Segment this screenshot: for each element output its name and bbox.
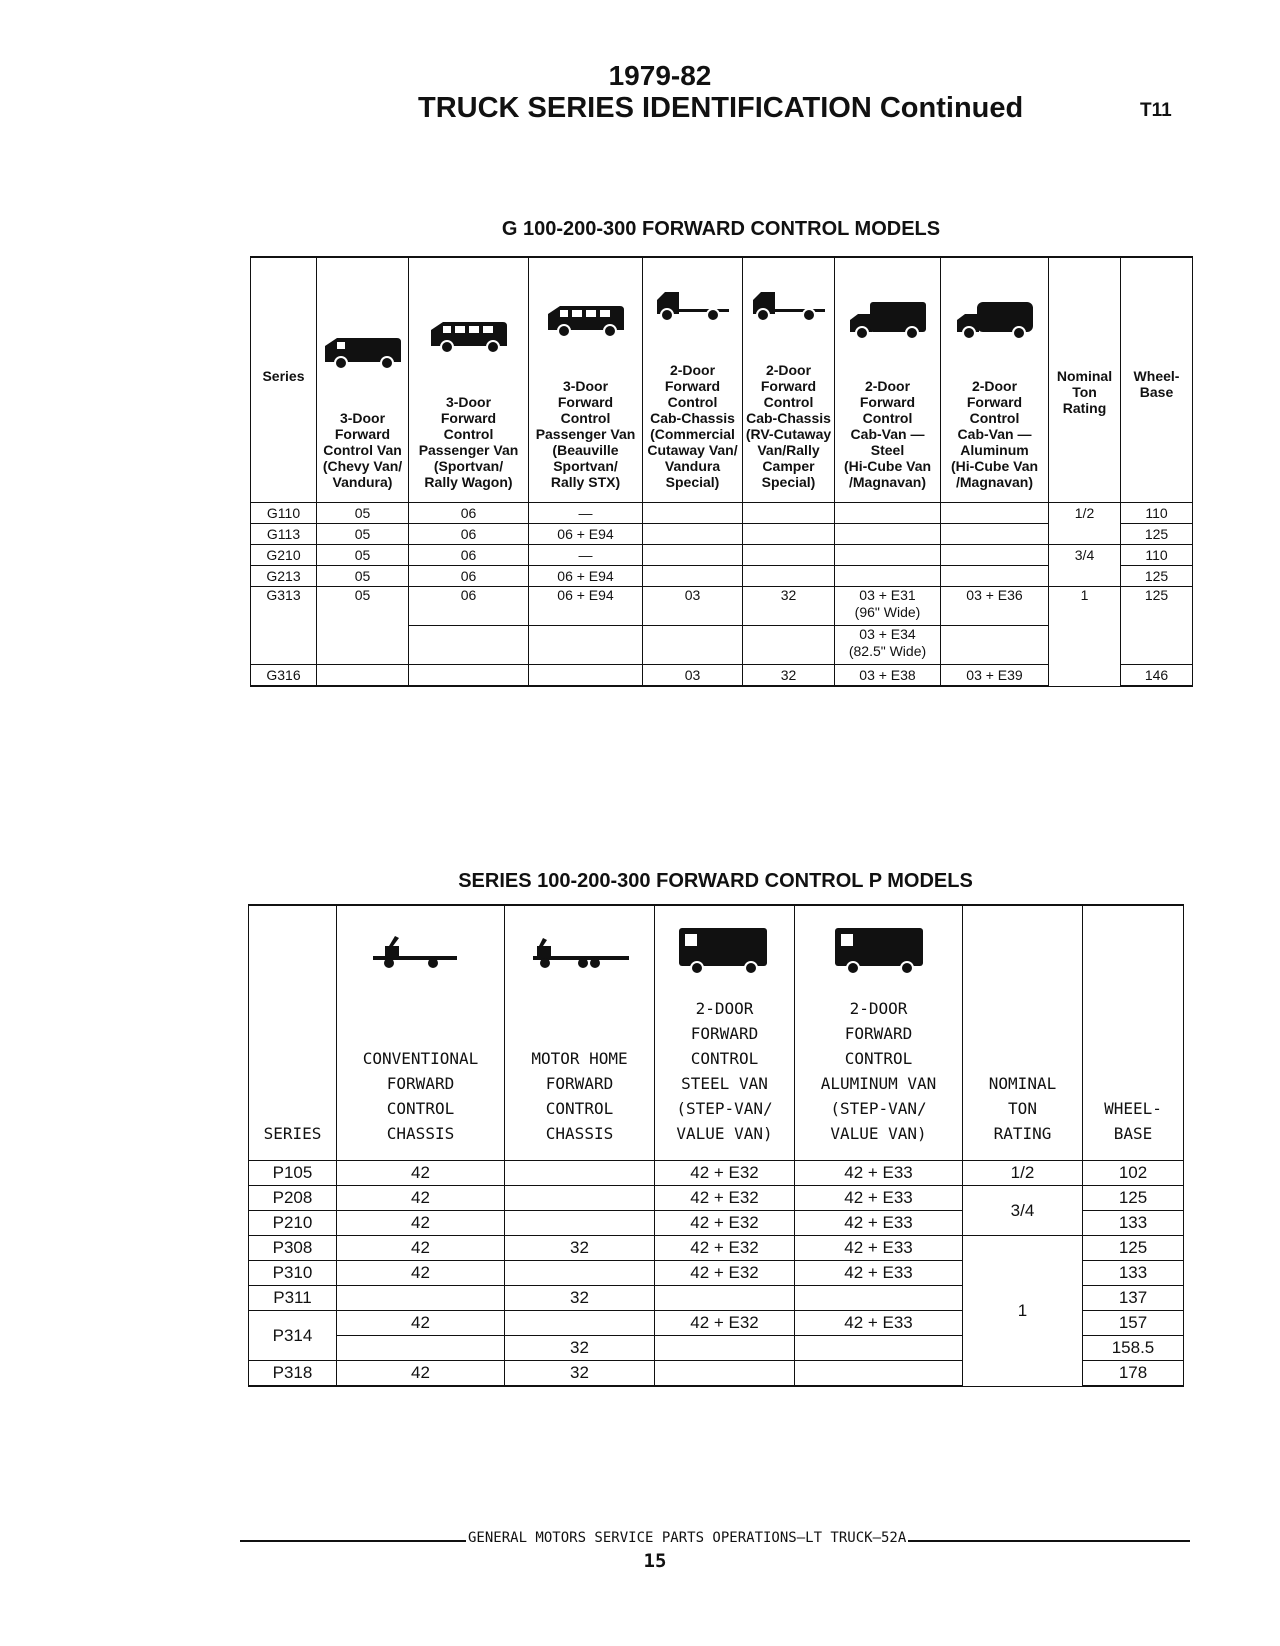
column-header-line: FORWARD xyxy=(545,1074,614,1093)
ton-cell: 1 xyxy=(963,1236,1083,1387)
table-cell: 42 xyxy=(337,1211,505,1236)
column-header-line: Aluminum xyxy=(960,442,1029,458)
table-cell: 42 + E33 xyxy=(795,1211,963,1236)
page-number: 15 xyxy=(643,1550,667,1572)
column-header-line: (STEP-VAN/ xyxy=(676,1099,773,1118)
column-header-line: (STEP-VAN/ xyxy=(830,1099,927,1118)
p-header-row xyxy=(249,905,1184,1161)
table-cell: 05 xyxy=(317,545,409,566)
column-header-line: FORWARD xyxy=(844,1024,913,1043)
wheelbase-cell: 157 xyxy=(1083,1311,1184,1336)
column-header-line: Forward xyxy=(557,394,614,410)
column-header-line: Rally Wagon) xyxy=(424,474,513,490)
table-cell xyxy=(337,1336,505,1361)
table-cell: 32 xyxy=(505,1361,655,1387)
table-cell: 42 + E32 xyxy=(655,1161,795,1186)
table-row xyxy=(251,587,1193,626)
table-row xyxy=(251,545,1193,566)
column-header-line: Control xyxy=(667,394,718,410)
column-header-line: SERIES xyxy=(263,1124,322,1143)
column-header-line: Cab-Van — xyxy=(850,426,925,442)
column-header-line: 3-Door xyxy=(562,378,609,394)
table-cell: 32 xyxy=(505,1286,655,1311)
table-cell xyxy=(743,503,835,524)
wheelbase-cell: 125 xyxy=(1121,566,1193,587)
series-cell: G210 xyxy=(251,545,317,566)
column-header-line: /Magnavan) xyxy=(955,474,1033,490)
column-header-line: CONTROL xyxy=(545,1099,614,1118)
series-cell: P208 xyxy=(249,1186,337,1211)
column-header-line: 2-Door xyxy=(971,378,1018,394)
column-header-line: Control xyxy=(862,410,913,426)
column-header-line: Control xyxy=(560,410,611,426)
page-code: T11 xyxy=(1140,100,1172,121)
series-cell: G113 xyxy=(251,524,317,545)
column-header-line: FORWARD xyxy=(386,1074,455,1093)
column-header-line: Passenger Van xyxy=(418,442,519,458)
column-header-line: Rally STX) xyxy=(550,474,621,490)
table-cell xyxy=(655,1361,795,1387)
column-header-line: Forward xyxy=(760,378,817,394)
column-header-line: WHEEL- xyxy=(1104,1099,1162,1118)
column-header-line: Passenger Van xyxy=(535,426,636,442)
table-cell xyxy=(795,1361,963,1387)
table-cell: 42 + E32 xyxy=(655,1261,795,1286)
p-col-c1 xyxy=(337,905,505,1161)
table-cell: 06 xyxy=(409,587,529,626)
column-header-line: (Sportvan/ xyxy=(433,458,504,474)
table-cell xyxy=(505,1311,655,1336)
passenger-van-icon xyxy=(546,298,626,342)
column-header-line: CONVENTIONAL xyxy=(362,1049,479,1068)
wheelbase-cell: 146 xyxy=(1121,665,1193,687)
column-header-line: (Beauville xyxy=(552,442,619,458)
column-header-line: Forward xyxy=(334,426,391,442)
table-cell xyxy=(529,626,643,665)
column-header-line: (RV-Cutaway xyxy=(745,426,832,442)
footer-text: GENERAL MOTORS SERVICE PARTS OPERATIONS—LT TRUCK—52A xyxy=(468,1530,907,1546)
series-cell: P318 xyxy=(249,1361,337,1387)
table-cell-line: 03 + E34 xyxy=(859,626,916,642)
ton-cell: 1 xyxy=(1049,587,1121,687)
column-header-line: /Magnavan) xyxy=(848,474,926,490)
column-header-line: Wheel- xyxy=(1133,368,1180,384)
series-cell: G110 xyxy=(251,503,317,524)
column-header-line: Forward xyxy=(859,394,916,410)
table-cell: 42 + E32 xyxy=(655,1236,795,1261)
table-cell xyxy=(835,587,941,626)
table-cell xyxy=(743,626,835,665)
hi-cube-van-icon xyxy=(955,298,1035,342)
table-cell xyxy=(941,566,1049,587)
wheelbase-cell: 125 xyxy=(1121,524,1193,545)
column-header-line: (Hi-Cube Van xyxy=(843,458,932,474)
column-header-line: CONTROL xyxy=(386,1099,455,1118)
column-header-line: Cab-Chassis xyxy=(650,410,735,426)
table-cell: 42 xyxy=(337,1311,505,1336)
column-header-line: (Commercial xyxy=(650,426,735,442)
table-cell xyxy=(409,626,529,665)
table-cell xyxy=(941,524,1049,545)
g-col-c2 xyxy=(409,257,529,503)
column-header-line: Vandura xyxy=(664,458,721,474)
column-header-line: STEEL VAN xyxy=(681,1074,768,1093)
table-cell: 06 xyxy=(409,524,529,545)
column-header-line: 3-Door xyxy=(339,410,386,426)
series-cell: P314 xyxy=(249,1311,337,1361)
g-col-c6 xyxy=(835,257,941,503)
table-cell xyxy=(643,503,743,524)
table-cell: 03 + E39 xyxy=(941,665,1049,687)
column-header-line: BASE xyxy=(1113,1124,1153,1143)
column-header-line: (Chevy Van/ xyxy=(322,458,403,474)
table-cell xyxy=(795,1336,963,1361)
column-header-line: FORWARD xyxy=(690,1024,759,1043)
table-cell-line: 03 + E31 xyxy=(859,587,916,603)
table-cell: 03 + E36 xyxy=(941,587,1049,626)
table-cell: 42 xyxy=(337,1361,505,1387)
column-header-line: Cab-Chassis xyxy=(746,410,831,426)
step-van-icon xyxy=(831,926,927,976)
column-header-line: Cutaway Van/ xyxy=(647,442,738,458)
column-header-line: Ton xyxy=(1072,384,1097,400)
series-cell: G213 xyxy=(251,566,317,587)
table-cell: 05 xyxy=(317,503,409,524)
table-cell xyxy=(743,566,835,587)
column-header-line: TON xyxy=(1008,1099,1037,1118)
motor-home-chassis-icon xyxy=(531,936,631,976)
series-cell: P210 xyxy=(249,1211,337,1236)
ton-cell: 1/2 xyxy=(963,1161,1083,1186)
table-cell xyxy=(505,1261,655,1286)
table-cell: 42 + E33 xyxy=(795,1161,963,1186)
table-cell: 06 + E94 xyxy=(529,524,643,545)
wheelbase-cell: 133 xyxy=(1083,1211,1184,1236)
column-header-line: 3-Door xyxy=(445,394,492,410)
table-cell: 42 xyxy=(337,1261,505,1286)
table-cell: 42 + E33 xyxy=(795,1311,963,1336)
table-cell xyxy=(743,524,835,545)
page-title: TRUCK SERIES IDENTIFICATION Continued xyxy=(418,92,1024,124)
column-header-line: VALUE VAN) xyxy=(830,1124,927,1143)
table-cell xyxy=(643,626,743,665)
column-header-line: Forward xyxy=(440,410,497,426)
table-cell: 05 xyxy=(317,566,409,587)
column-header-line: 2-Door xyxy=(864,378,911,394)
table-cell xyxy=(337,1286,505,1311)
table-cell xyxy=(505,1186,655,1211)
table-cell: 42 + E32 xyxy=(655,1186,795,1211)
table-row xyxy=(249,1161,1184,1186)
table-cell xyxy=(835,503,941,524)
table-cell: 05 xyxy=(317,524,409,545)
table-cell: — xyxy=(529,503,643,524)
wheelbase-cell: 125 xyxy=(1121,587,1193,665)
column-header-line: Forward xyxy=(664,378,721,394)
passenger-van-icon xyxy=(429,314,509,358)
cab-chassis-icon xyxy=(749,282,829,326)
cab-chassis-icon xyxy=(653,282,733,326)
van-icon xyxy=(323,330,403,374)
column-header-line: Control xyxy=(443,426,494,442)
table-cell xyxy=(795,1286,963,1311)
wheelbase-cell: 178 xyxy=(1083,1361,1184,1387)
table-cell xyxy=(743,545,835,566)
column-header-line: CONTROL xyxy=(690,1049,759,1068)
column-header-line: Forward xyxy=(966,394,1023,410)
column-header-line: Control xyxy=(763,394,814,410)
table-cell-line: (96" Wide) xyxy=(854,604,921,620)
g-models-table xyxy=(250,256,1193,687)
table-cell xyxy=(835,626,941,665)
ton-cell: 1/2 xyxy=(1049,503,1121,545)
g-col-ton xyxy=(1049,257,1121,503)
column-header-line: Steel xyxy=(870,442,905,458)
ton-cell: 3/4 xyxy=(1049,545,1121,587)
g-col-series: Series xyxy=(251,257,317,503)
wheelbase-cell: 110 xyxy=(1121,503,1193,524)
wheelbase-cell: 158.5 xyxy=(1083,1336,1184,1361)
column-header-line: Rating xyxy=(1062,400,1107,416)
table-cell: 42 + E33 xyxy=(795,1186,963,1211)
column-header-line: CONTROL xyxy=(844,1049,913,1068)
column-header-line: Control Van xyxy=(323,442,402,458)
column-header-line: 2-Door xyxy=(765,362,812,378)
ton-cell: 3/4 xyxy=(963,1186,1083,1236)
table-cell: 42 xyxy=(337,1186,505,1211)
table-cell xyxy=(655,1336,795,1361)
column-header-line: Camper xyxy=(762,458,815,474)
g-section-title: G 100-200-300 FORWARD CONTROL MODELS xyxy=(501,218,941,240)
wheelbase-cell: 125 xyxy=(1083,1236,1184,1261)
column-header-line: 2-DOOR xyxy=(849,999,908,1018)
table-cell xyxy=(835,524,941,545)
p-col-ton xyxy=(963,905,1083,1161)
hi-cube-van-icon xyxy=(848,298,928,342)
series-cell: P308 xyxy=(249,1236,337,1261)
series-cell: G313 xyxy=(251,587,317,665)
table-cell: 06 + E94 xyxy=(529,566,643,587)
p-col-c3 xyxy=(655,905,795,1161)
g-col-c4 xyxy=(643,257,743,503)
column-header-line: CHASSIS xyxy=(545,1124,614,1143)
p-col-series xyxy=(249,905,337,1161)
column-header-line: (Hi-Cube Van xyxy=(950,458,1039,474)
table-cell xyxy=(941,545,1049,566)
table-cell xyxy=(655,1286,795,1311)
series-cell: P311 xyxy=(249,1286,337,1311)
table-cell xyxy=(941,503,1049,524)
g-col-c3 xyxy=(529,257,643,503)
column-header-line: NOMINAL xyxy=(988,1074,1057,1093)
column-header-line: Control xyxy=(969,410,1020,426)
table-cell xyxy=(529,665,643,687)
wheelbase-cell: 110 xyxy=(1121,545,1193,566)
table-cell: 06 + E94 xyxy=(529,587,643,626)
table-cell: 42 + E32 xyxy=(655,1311,795,1336)
g-header-row xyxy=(251,257,1193,503)
table-cell: 42 + E33 xyxy=(795,1236,963,1261)
g-col-wb xyxy=(1121,257,1193,503)
column-header-line: Special) xyxy=(761,474,816,490)
table-cell: 03 xyxy=(643,587,743,626)
column-header-line: RATING xyxy=(993,1124,1052,1143)
series-cell: P310 xyxy=(249,1261,337,1286)
table-cell xyxy=(643,566,743,587)
table-cell: — xyxy=(529,545,643,566)
column-header-line: Van/Rally xyxy=(757,442,820,458)
column-header-line: Base xyxy=(1139,384,1174,400)
table-cell: 32 xyxy=(743,665,835,687)
table-cell: 42 xyxy=(337,1236,505,1261)
chassis-icon xyxy=(371,932,461,976)
series-cell: P105 xyxy=(249,1161,337,1186)
years-heading: 1979-82 xyxy=(608,60,712,91)
table-cell: 42 xyxy=(337,1161,505,1186)
table-cell: 06 xyxy=(409,566,529,587)
table-row xyxy=(249,1236,1184,1261)
table-cell: 05 xyxy=(317,587,409,665)
g-col-c1 xyxy=(317,257,409,503)
table-cell xyxy=(317,665,409,687)
table-cell xyxy=(643,524,743,545)
p-col-wb xyxy=(1083,905,1184,1161)
table-cell-line: (82.5" Wide) xyxy=(848,643,927,659)
column-header-line: Cab-Van — xyxy=(957,426,1032,442)
column-header-line: Sportvan/ xyxy=(553,458,618,474)
column-header-line: CHASSIS xyxy=(386,1124,455,1143)
column-header-line: MOTOR HOME xyxy=(531,1049,628,1068)
table-cell xyxy=(835,566,941,587)
table-cell: 03 xyxy=(643,665,743,687)
g-col-c5 xyxy=(743,257,835,503)
table-cell: 06 xyxy=(409,503,529,524)
column-header-line: Special) xyxy=(665,474,720,490)
column-header-line: Nominal xyxy=(1056,368,1113,384)
table-cell: 42 + E33 xyxy=(795,1261,963,1286)
wheelbase-cell: 102 xyxy=(1083,1161,1184,1186)
table-cell: 32 xyxy=(743,587,835,626)
table-cell xyxy=(941,626,1049,665)
column-header-line: 2-DOOR xyxy=(695,999,754,1018)
table-cell: 06 xyxy=(409,545,529,566)
column-header-line: 2-Door xyxy=(669,362,716,378)
table-cell xyxy=(505,1161,655,1186)
table-cell: 32 xyxy=(505,1336,655,1361)
column-header-line: Vandura) xyxy=(332,474,393,490)
series-cell: G316 xyxy=(251,665,317,687)
table-cell xyxy=(505,1211,655,1236)
table-row xyxy=(249,1186,1184,1211)
column-header-line: VALUE VAN) xyxy=(676,1124,773,1143)
table-cell: 03 + E38 xyxy=(835,665,941,687)
table-cell: 42 + E32 xyxy=(655,1211,795,1236)
p-models-table xyxy=(248,904,1184,1387)
table-cell xyxy=(643,545,743,566)
table-cell: 32 xyxy=(505,1236,655,1261)
p-col-c2 xyxy=(505,905,655,1161)
column-header-line: ALUMINUM VAN xyxy=(820,1074,937,1093)
table-row xyxy=(251,503,1193,524)
table-cell xyxy=(409,665,529,687)
table-cell xyxy=(835,545,941,566)
step-van-icon xyxy=(675,926,771,976)
p-section-title: SERIES 100-200-300 FORWARD CONTROL P MODELS xyxy=(458,870,973,892)
wheelbase-cell: 125 xyxy=(1083,1186,1184,1211)
p-col-c4 xyxy=(795,905,963,1161)
g-col-c7 xyxy=(941,257,1049,503)
wheelbase-cell: 133 xyxy=(1083,1261,1184,1286)
wheelbase-cell: 137 xyxy=(1083,1286,1184,1311)
